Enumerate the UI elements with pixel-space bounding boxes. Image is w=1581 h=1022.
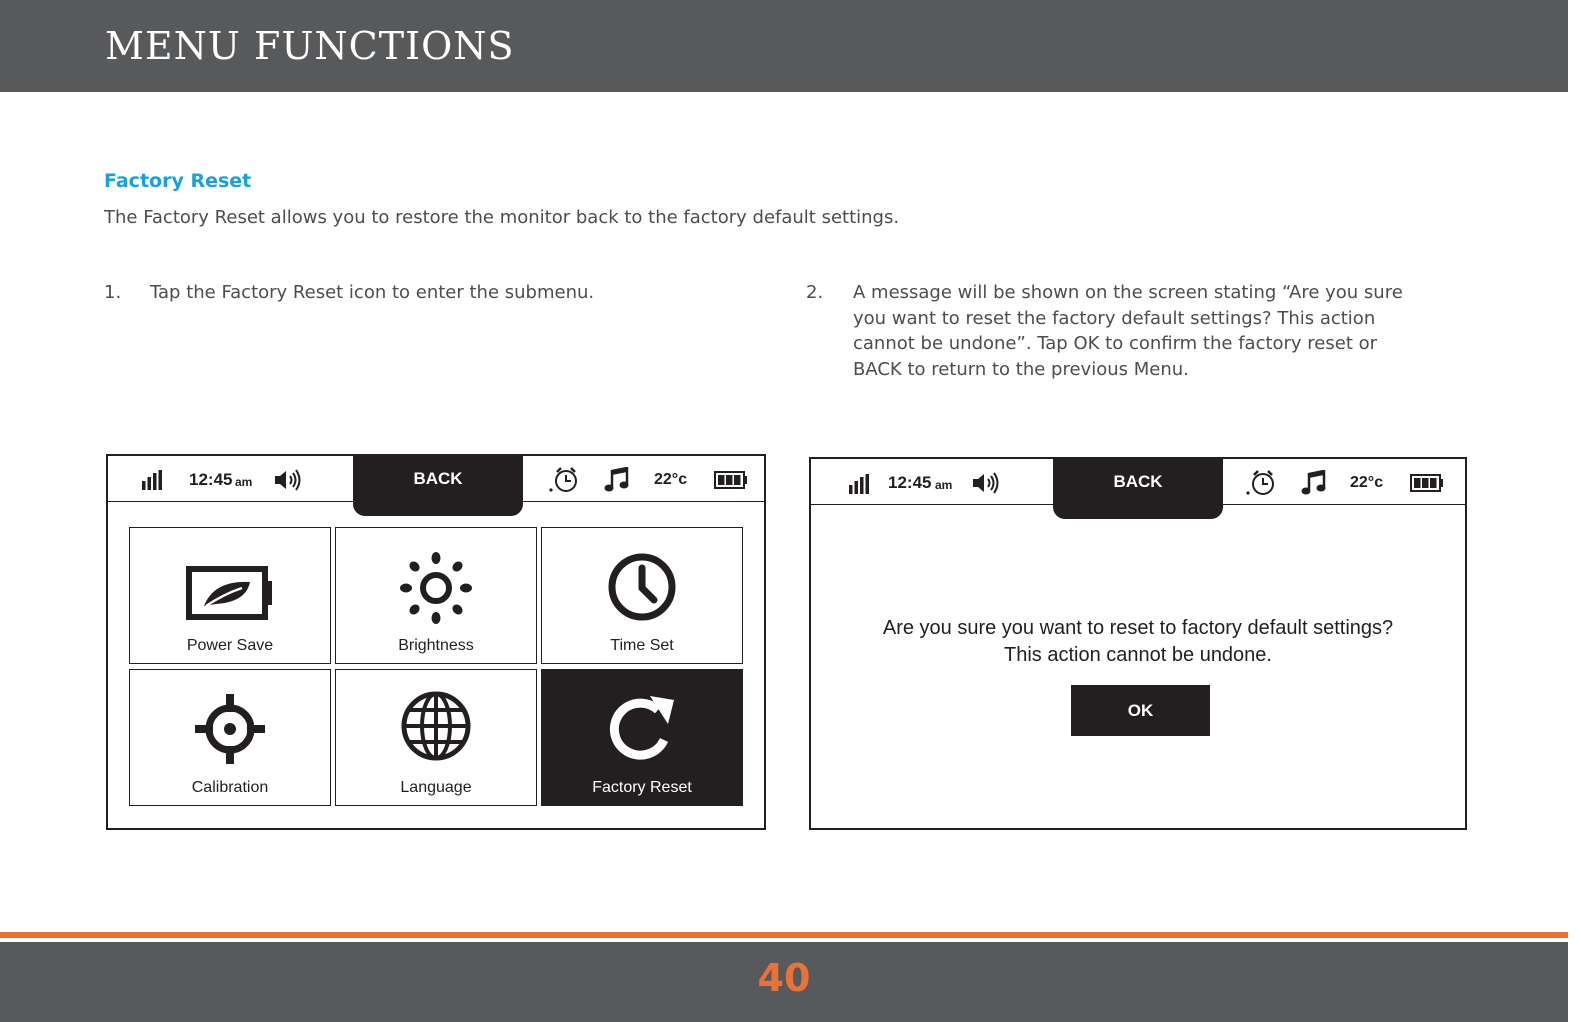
page-title: MENU FUNCTIONS — [105, 24, 515, 68]
step-2-line: BACK to return to the previous Menu. — [853, 358, 1189, 380]
step-2-text — [853, 280, 1403, 382]
step-1-text: Tap the Factory Reset icon to enter the submenu. — [150, 282, 595, 303]
section-title: Factory Reset — [104, 170, 252, 192]
step-2-number: 2. — [806, 282, 824, 303]
speaker-icon[interactable] — [971, 471, 1001, 495]
page-header — [0, 0, 1568, 92]
reset-arrow-icon — [606, 694, 678, 766]
step-2-line: cannot be undone”. Tap OK to confirm the factory reset or — [853, 333, 1378, 354]
battery-icon — [1410, 474, 1444, 492]
monitor-screen-menu — [106, 454, 766, 830]
menu-tile-brightness[interactable] — [335, 527, 537, 664]
alarm-icon[interactable] — [548, 466, 580, 494]
status-bar — [811, 459, 1465, 505]
section-intro: The Factory Reset allows you to restore the monitor back to the factory default settings. — [104, 207, 900, 228]
menu-tile-calibration[interactable] — [129, 669, 331, 806]
temperature-readout: 22°c — [654, 471, 688, 488]
crosshair-icon — [195, 694, 265, 764]
signal-icon — [142, 470, 164, 490]
step-1-number: 1. — [104, 282, 122, 303]
music-icon[interactable] — [1301, 470, 1327, 496]
monitor-screen-confirm — [809, 457, 1467, 830]
status-ampm: am — [935, 478, 953, 492]
status-bar — [108, 456, 764, 502]
clock-icon — [607, 552, 677, 622]
page-number: 40 — [757, 956, 811, 1000]
ok-button[interactable]: OK — [1071, 685, 1210, 736]
back-button[interactable]: BACK — [1053, 457, 1223, 519]
battery-leaf-icon — [186, 566, 274, 622]
confirm-line: This action cannot be undone. — [1004, 644, 1272, 666]
temperature-readout: 22°c — [1350, 474, 1384, 491]
status-ampm: am — [235, 475, 253, 489]
step-2-line: you want to reset the factory default settings? This action — [853, 307, 1376, 329]
footer-rule — [0, 932, 1568, 938]
menu-tile-time-set[interactable] — [541, 527, 743, 664]
status-time: 12:45 — [888, 473, 932, 492]
alarm-icon[interactable] — [1245, 469, 1277, 497]
speaker-icon[interactable] — [273, 468, 303, 492]
confirm-message — [811, 615, 1465, 669]
confirm-line: Are you sure you want to reset to factory default settings? — [882, 617, 1394, 639]
music-icon[interactable] — [604, 467, 630, 493]
menu-tile-factory-reset[interactable] — [541, 669, 743, 806]
menu-tile-label: Calibration — [191, 779, 269, 796]
menu-tile-language[interactable] — [335, 669, 537, 806]
menu-tile-label: Time Set — [610, 637, 674, 654]
signal-icon — [849, 474, 871, 494]
globe-icon — [400, 690, 472, 762]
menu-tile-label: Brightness — [398, 637, 474, 654]
menu-tile-label: Language — [400, 779, 472, 796]
menu-tile-label: Power Save — [186, 637, 274, 654]
menu-tile-label: Factory Reset — [592, 779, 692, 796]
back-button[interactable]: BACK — [353, 454, 523, 516]
battery-icon — [714, 471, 748, 489]
sun-icon — [400, 552, 472, 624]
menu-tile-power-save[interactable] — [129, 527, 331, 664]
step-2-line: A message will be shown on the screen stating “Are you sure — [853, 282, 1403, 303]
status-time: 12:45 — [189, 470, 233, 489]
